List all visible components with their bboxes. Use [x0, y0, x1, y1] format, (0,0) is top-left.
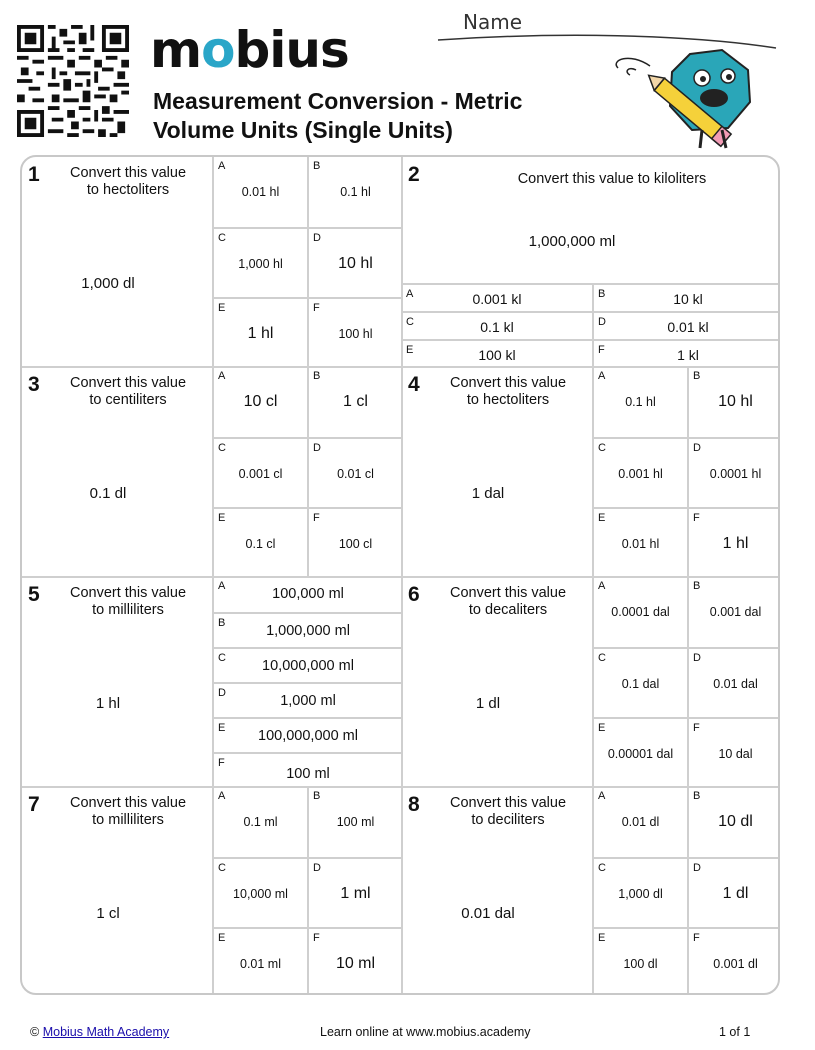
answer-option-d[interactable]	[307, 437, 402, 507]
name-label: Name	[463, 10, 523, 34]
option-value: 0.1 dal	[621, 677, 660, 691]
option-letter: A	[218, 580, 226, 592]
answer-option-c[interactable]	[402, 311, 592, 339]
option-letter: F	[693, 512, 700, 524]
answer-option-c[interactable]	[212, 647, 402, 682]
option-value: 10,000 ml	[233, 887, 288, 901]
mascot-illustration	[610, 40, 780, 155]
option-value: 1 cl	[343, 393, 368, 410]
answer-option-a[interactable]	[592, 577, 687, 647]
answer-option-f[interactable]	[307, 297, 402, 367]
answer-option-e[interactable]	[212, 717, 402, 752]
answer-option-d[interactable]	[212, 682, 402, 717]
problem-2	[402, 157, 780, 367]
answer-option-d[interactable]	[592, 311, 780, 339]
option-letter: C	[218, 442, 226, 454]
option-value: 1,000 ml	[280, 693, 336, 709]
worksheet-title	[153, 87, 522, 145]
prompt-line-2: to milliliters	[92, 602, 164, 618]
answer-option-a[interactable]	[212, 367, 307, 437]
option-letter: D	[598, 316, 606, 328]
prompt-line-2: to milliliters	[92, 812, 164, 828]
question-number: 6	[408, 583, 420, 606]
question-prompt	[424, 795, 592, 829]
question-value: 0.01 dal	[461, 905, 515, 922]
option-letter: A	[406, 288, 414, 300]
option-letter: C	[406, 316, 414, 328]
answer-option-e[interactable]	[212, 297, 307, 367]
option-value: 1,000,000 ml	[266, 623, 350, 639]
option-letter: F	[693, 932, 700, 944]
answer-option-e[interactable]	[592, 717, 687, 787]
option-value: 100 dl	[623, 957, 658, 971]
option-value: 0.001 dal	[709, 605, 762, 619]
answer-option-b[interactable]	[592, 283, 780, 311]
option-value: 0.00001 dal	[607, 747, 674, 761]
option-value: 1 kl	[677, 347, 699, 363]
option-letter: F	[598, 344, 605, 356]
question-prompt	[44, 585, 212, 619]
question-value: 1 cl	[96, 905, 120, 922]
option-letter: E	[218, 932, 226, 944]
answer-option-f[interactable]	[687, 927, 780, 995]
option-letter: B	[313, 160, 321, 172]
answer-option-e[interactable]	[402, 339, 592, 367]
answer-option-e[interactable]	[212, 507, 307, 577]
option-value: 10 dl	[718, 813, 753, 830]
option-value: 100,000,000 ml	[258, 728, 358, 744]
option-value: 10,000,000 ml	[262, 658, 354, 674]
question-number: 1	[28, 163, 40, 186]
answer-option-f[interactable]	[212, 752, 402, 787]
option-value: 0.01 dl	[621, 815, 660, 829]
prompt-line: Convert this value to kiloliters	[517, 171, 707, 187]
option-letter: B	[598, 288, 606, 300]
option-letter: F	[313, 932, 320, 944]
answer-option-a[interactable]	[212, 157, 307, 227]
footer-page-number: 1 of 1	[719, 1025, 751, 1039]
problem-4	[402, 367, 780, 577]
option-letter: E	[598, 722, 606, 734]
problem-1	[22, 157, 402, 367]
title-line-2: Volume Units (Single Units)	[153, 117, 453, 143]
mobius-academy-link[interactable]: Mobius Math Academy	[42, 1025, 170, 1039]
option-letter: A	[598, 790, 606, 802]
problem-3	[22, 367, 402, 577]
option-value: 0.01 kl	[667, 319, 709, 335]
option-letter: C	[598, 652, 606, 664]
option-letter: A	[218, 370, 226, 382]
answer-option-a[interactable]	[592, 787, 687, 857]
option-letter: C	[218, 652, 226, 664]
prompt-line-1: Convert this value	[69, 795, 187, 811]
question-number: 3	[28, 373, 40, 396]
question-number: 7	[28, 793, 40, 816]
answer-option-f[interactable]	[592, 339, 780, 367]
answer-option-f[interactable]	[307, 507, 402, 577]
option-letter: F	[218, 757, 225, 769]
answer-option-c[interactable]	[592, 857, 687, 927]
option-letter: D	[313, 442, 321, 454]
question-prompt	[44, 795, 212, 829]
option-value: 0.01 dal	[713, 677, 758, 691]
option-value: 1 ml	[340, 885, 371, 902]
option-value: 1 hl	[247, 325, 274, 342]
answer-option-c[interactable]	[212, 437, 307, 507]
option-letter: D	[313, 862, 321, 874]
option-letter: B	[693, 580, 701, 592]
answer-option-b[interactable]	[687, 367, 780, 437]
answer-option-a[interactable]	[592, 367, 687, 437]
option-letter: E	[598, 512, 606, 524]
answer-option-f[interactable]	[307, 927, 402, 995]
answer-option-b[interactable]	[687, 577, 780, 647]
problem-7	[22, 787, 402, 995]
answer-option-d[interactable]	[307, 227, 402, 297]
option-value: 0.1 ml	[243, 815, 278, 829]
option-value: 10 kl	[673, 291, 703, 307]
option-value: 0.01 ml	[240, 957, 281, 971]
option-value: 100 kl	[478, 347, 516, 363]
prompt-line-2: to decaliters	[468, 602, 548, 618]
answer-option-b[interactable]	[307, 157, 402, 227]
question-number: 5	[28, 583, 40, 606]
answer-option-e[interactable]	[212, 927, 307, 995]
question-value: 1 hl	[95, 695, 121, 712]
question-prompt	[424, 375, 592, 409]
option-letter: E	[218, 722, 226, 734]
option-value: 10 hl	[718, 393, 753, 410]
option-letter: E	[218, 302, 226, 314]
option-letter: E	[218, 512, 226, 524]
answer-option-f[interactable]	[687, 717, 780, 787]
option-letter: B	[218, 617, 226, 629]
question-number: 2	[408, 163, 420, 186]
answer-option-b[interactable]	[307, 787, 402, 857]
prompt-line-1: Convert this value	[449, 795, 567, 811]
question-prompt	[44, 375, 212, 409]
option-value: 0.001 cl	[238, 467, 283, 481]
answer-option-a[interactable]	[212, 577, 402, 612]
prompt-line-1: Convert this value	[69, 585, 187, 601]
option-value: 0.1 cl	[245, 537, 276, 551]
option-value: 0.01 hl	[241, 185, 280, 199]
option-value: 1 dl	[722, 885, 749, 902]
question-value: 1,000 dl	[81, 275, 135, 292]
option-value: 0.0001 dal	[611, 605, 670, 619]
option-value: 10 hl	[338, 255, 373, 272]
answer-option-e[interactable]	[592, 507, 687, 577]
option-letter: D	[693, 862, 701, 874]
option-letter: D	[218, 687, 226, 699]
option-letter: C	[598, 442, 606, 454]
answer-option-d[interactable]	[687, 857, 780, 927]
option-value: 1,000 hl	[238, 257, 283, 271]
qr-code	[17, 25, 129, 137]
question-value: 0.1 dl	[89, 485, 127, 502]
prompt-line-1: Convert this value	[449, 375, 567, 391]
option-letter: A	[218, 160, 226, 172]
option-value: 10 dal	[718, 747, 753, 761]
mobius-logo: mobius	[150, 21, 349, 79]
answer-option-f[interactable]	[687, 507, 780, 577]
option-value: 1,000 dl	[618, 887, 663, 901]
option-letter: C	[598, 862, 606, 874]
answer-option-c[interactable]	[212, 227, 307, 297]
prompt-line-2: to hectoliters	[466, 392, 550, 408]
option-value: 0.01 cl	[337, 467, 374, 481]
option-value: 100 cl	[338, 537, 373, 551]
option-letter: A	[598, 370, 606, 382]
option-value: 100 ml	[286, 766, 330, 782]
question-prompt	[44, 165, 212, 199]
prompt-line-2: to centiliters	[89, 392, 167, 408]
option-value: 0.1 kl	[480, 319, 514, 335]
prompt-line-1: Convert this value	[69, 375, 187, 391]
option-letter: E	[598, 932, 606, 944]
option-letter: B	[313, 370, 321, 382]
question-value: 1,000,000 ml	[528, 233, 616, 250]
option-value: 0.0001 hl	[709, 467, 762, 481]
option-value: 0.01 hl	[621, 537, 660, 551]
option-value: 100 hl	[338, 327, 373, 341]
option-letter: C	[218, 232, 226, 244]
option-value: 100 ml	[336, 815, 375, 829]
prompt-line-1: Convert this value	[449, 585, 567, 601]
option-letter: F	[693, 722, 700, 734]
question-prompt	[424, 585, 592, 619]
option-letter: B	[693, 790, 701, 802]
option-letter: A	[218, 790, 226, 802]
answer-option-a[interactable]	[212, 787, 307, 857]
problem-5	[22, 577, 402, 787]
option-letter: F	[313, 302, 320, 314]
option-letter: C	[218, 862, 226, 874]
answer-option-c[interactable]	[592, 437, 687, 507]
question-prompt	[492, 171, 732, 188]
option-value: 1 hl	[722, 535, 749, 552]
option-value: 10 ml	[335, 955, 376, 972]
answer-option-a[interactable]	[402, 283, 592, 311]
answer-option-b[interactable]	[212, 612, 402, 647]
option-value: 100,000 ml	[272, 586, 344, 602]
title-line-1: Measurement Conversion - Metric	[153, 88, 523, 114]
question-value: 1 dl	[475, 695, 501, 712]
answer-option-e[interactable]	[592, 927, 687, 995]
option-letter: B	[693, 370, 701, 382]
answer-option-c[interactable]	[212, 857, 307, 927]
prompt-line-2: to hectoliters	[86, 182, 170, 198]
question-number: 4	[408, 373, 420, 396]
prompt-line-2: to deciliters	[471, 812, 545, 828]
option-letter: D	[693, 442, 701, 454]
option-value: 0.1 hl	[340, 185, 371, 199]
footer-learn-online: Learn online at www.mobius.academy	[320, 1025, 531, 1039]
option-letter: D	[693, 652, 701, 664]
answer-option-d[interactable]	[307, 857, 402, 927]
option-letter: F	[313, 512, 320, 524]
option-value: 0.001 kl	[472, 291, 522, 307]
option-value: 10 cl	[243, 393, 278, 410]
answer-option-d[interactable]	[687, 647, 780, 717]
answer-option-b[interactable]	[307, 367, 402, 437]
problem-6	[402, 577, 780, 787]
question-value: 1 dal	[471, 485, 505, 502]
option-value: 0.1 hl	[625, 395, 656, 409]
worksheet-grid	[20, 155, 780, 995]
problem-8	[402, 787, 780, 995]
option-letter: E	[406, 344, 414, 356]
answer-option-d[interactable]	[687, 437, 780, 507]
option-letter: B	[313, 790, 321, 802]
option-value: 0.001 dl	[713, 957, 758, 971]
answer-option-c[interactable]	[592, 647, 687, 717]
answer-option-b[interactable]	[687, 787, 780, 857]
prompt-line-1: Convert this value	[69, 165, 187, 181]
option-value: 0.001 hl	[618, 467, 663, 481]
option-letter: D	[313, 232, 321, 244]
footer-copyright: © Mobius Math Academy	[30, 1025, 170, 1039]
option-letter: A	[598, 580, 606, 592]
question-number: 8	[408, 793, 420, 816]
